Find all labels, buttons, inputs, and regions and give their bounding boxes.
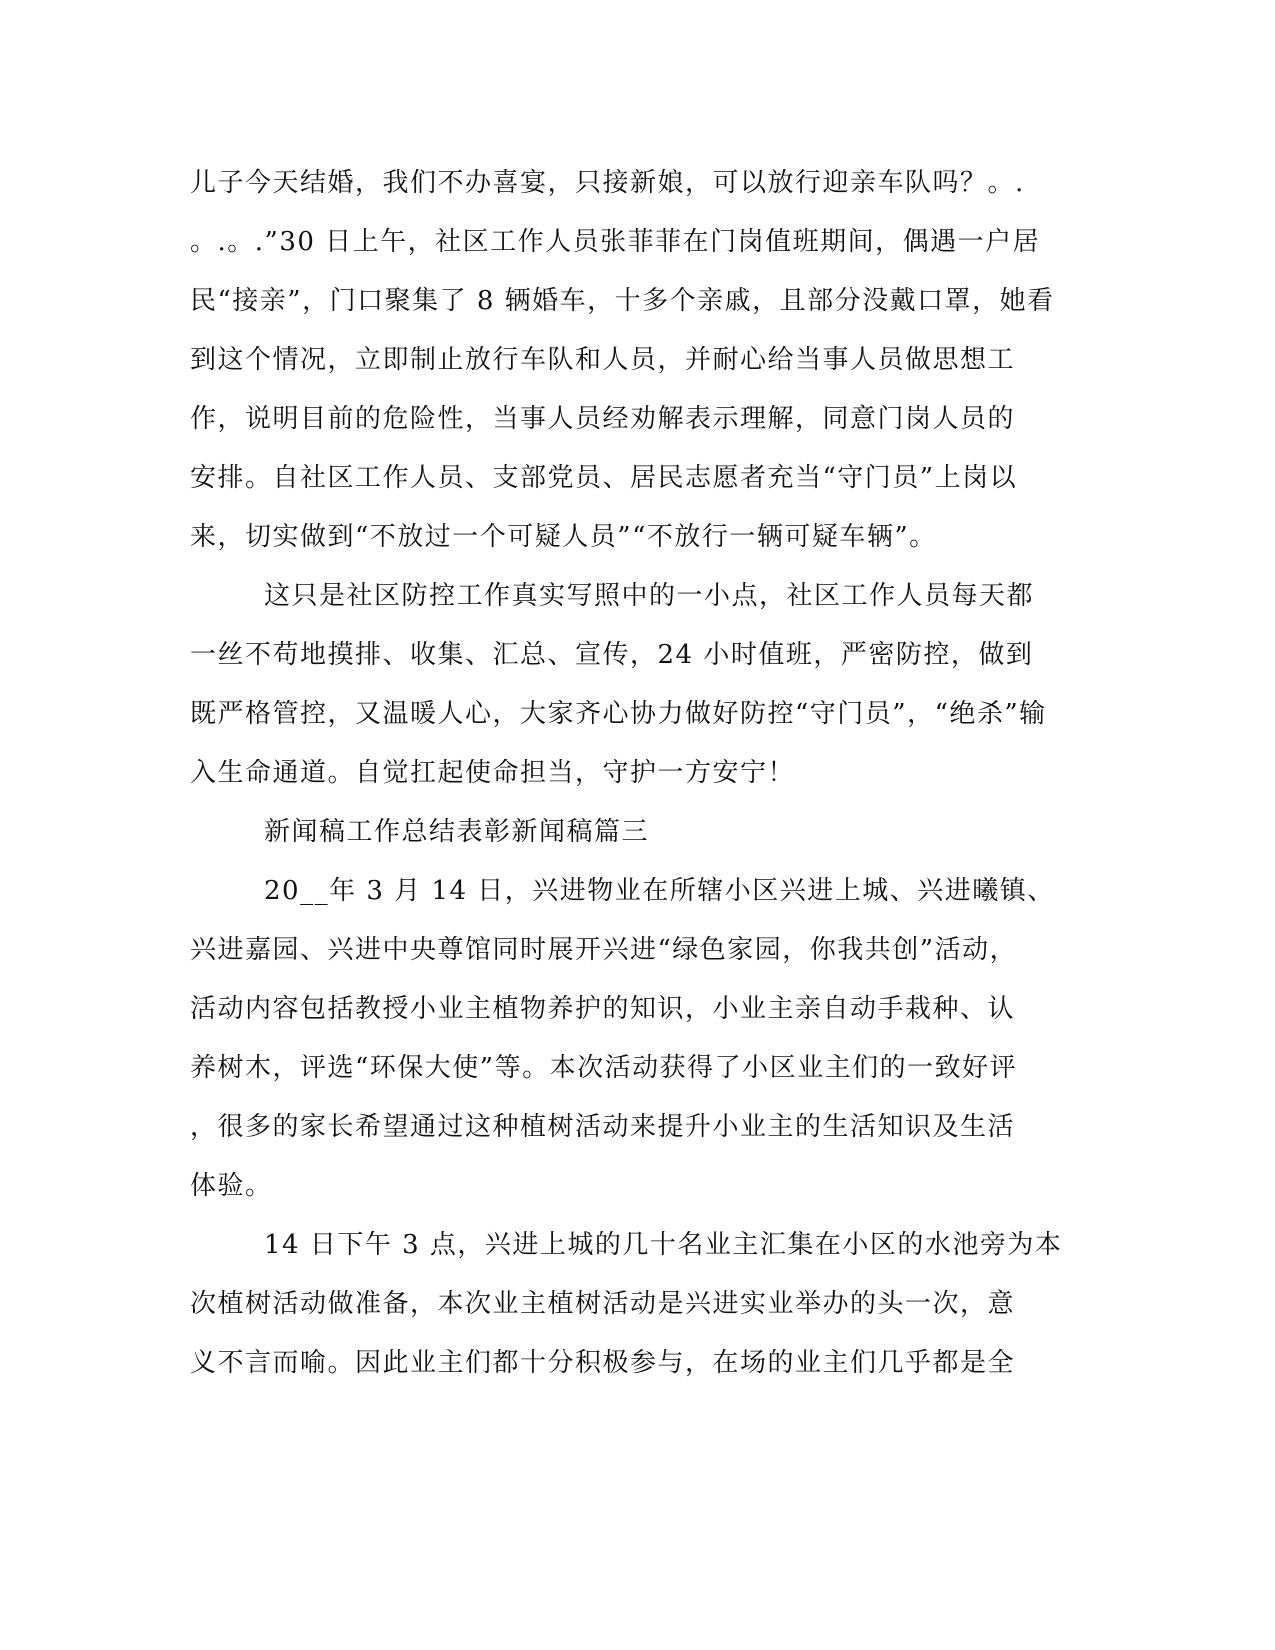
paragraph-first-line: 这只是社区防控工作真实写照中的一小点，社区工作人员每天都 <box>264 581 1035 611</box>
text-line: 来，切实做到“不放过一个可疑人员”“不放行一辆可疑车辆”。 <box>190 522 937 552</box>
text-line: 。.。.”30 日上午，社区工作人员张菲菲在门岗值班期间，偶遇一户居 <box>190 227 1041 257</box>
text-line: 入生命通道。自觉扛起使命担当，守护一方安宁！ <box>190 758 796 788</box>
paragraph-first-line: 20__年 3 月 14 日，兴进物业在所辖小区兴进上城、兴进曦镇、 <box>264 876 1055 906</box>
text-line: 既严格管控，又温暖人心，大家齐心协力做好防控“守门员”，“绝杀”输 <box>190 699 1047 729</box>
paragraph-first-line: 14 日下午 3 点，兴进上城的几十名业主汇集在小区的水池旁为本 <box>264 1230 1063 1260</box>
text-line: 次植树活动做准备，本次业主植树活动是兴进实业举办的头一次，意 <box>190 1289 1016 1319</box>
text-line: 民“接亲”，门口聚集了 8 辆婚车，十多个亲戚，且部分没戴口罩，她看 <box>190 286 1055 316</box>
section-heading: 新闻稿工作总结表彰新闻稿篇三 <box>264 817 650 847</box>
text-line: 活动内容包括教授小业主植物养护的知识，小业主亲自动手栽种、认 <box>190 994 1016 1024</box>
text-line: 安排。自社区工作人员、支部党员、居民志愿者充当“守门员”上岗以 <box>190 463 1018 493</box>
text-line: 一丝不苟地摸排、收集、汇总、宣传，24 小时值班，严密防控，做到 <box>190 640 1034 670</box>
text-line: 作，说明目前的危险性，当事人员经劝解表示理解，同意门岗人员的 <box>190 404 1016 434</box>
text-line: 义不言而喻。因此业主们都十分积极参与，在场的业主们几乎都是全 <box>190 1348 1016 1378</box>
text-line: 到这个情况，立即制止放行车队和人员，并耐心给当事人员做思想工 <box>190 345 1016 375</box>
text-line: 儿子今天结婚，我们不办喜宴，只接新娘，可以放行迎亲车队吗？。. <box>190 168 1025 198</box>
text-line: 体验。 <box>190 1171 273 1201</box>
text-line: ，很多的家长希望通过这种植树活动来提升小业主的生活知识及生活 <box>190 1112 1016 1142</box>
text-line: 兴进嘉园、兴进中央尊馆同时展开兴进“绿色家园，你我共创”活动， <box>190 935 1018 965</box>
text-line: 养树木，评选“环保大使”等。本次活动获得了小区业主们的一致好评 <box>190 1053 1018 1083</box>
